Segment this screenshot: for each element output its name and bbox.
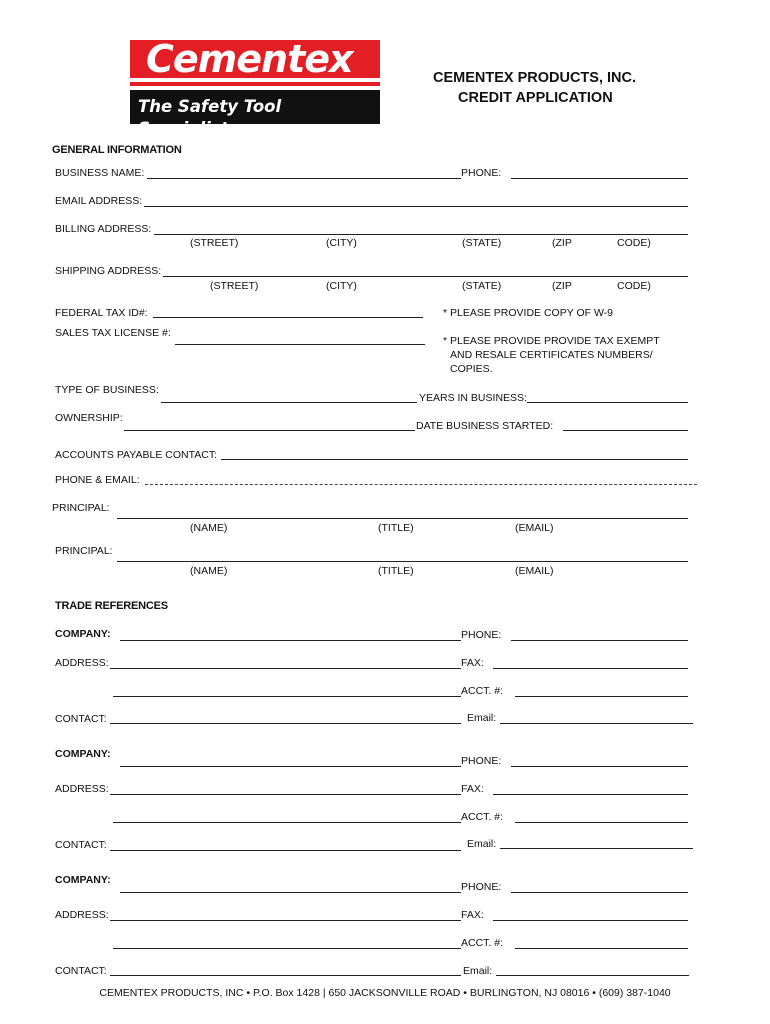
ref-1-company-label: COMPANY: <box>55 628 111 640</box>
trade-references-heading: TRADE REFERENCES <box>55 600 168 612</box>
ref-3-contact-label: CONTACT: <box>55 965 107 977</box>
ref-3-fax-label: FAX: <box>461 909 484 921</box>
tax-exempt-note-line3: COPIES. <box>450 363 493 375</box>
ref-3-acct-field[interactable] <box>515 948 688 949</box>
principal-1-name-caption: (NAME) <box>190 522 228 534</box>
phone-email-field[interactable] <box>145 484 697 485</box>
ownership-label: OWNERSHIP: <box>55 412 123 424</box>
billing-state-caption: (STATE) <box>462 237 502 249</box>
principal-2-name-caption: (NAME) <box>190 565 228 577</box>
business-name-field[interactable] <box>147 178 461 179</box>
phone-field[interactable] <box>511 178 688 179</box>
shipping-address-field[interactable] <box>163 276 688 277</box>
ref-1-company-field[interactable] <box>120 640 461 641</box>
ref-2-acct-field[interactable] <box>515 822 688 823</box>
ownership-field[interactable] <box>124 430 415 431</box>
accounts-payable-contact-label: ACCOUNTS PAYABLE CONTACT: <box>55 449 217 461</box>
ref-3-company-field[interactable] <box>120 892 461 893</box>
shipping-code-caption: CODE) <box>617 280 651 292</box>
ref-2-address-line2-field[interactable] <box>113 822 461 823</box>
phone-email-label: PHONE & EMAIL: <box>55 474 140 486</box>
ref-2-phone-field[interactable] <box>511 766 688 767</box>
ref-2-contact-field[interactable] <box>110 850 461 851</box>
type-of-business-field[interactable] <box>161 402 417 403</box>
shipping-state-caption: (STATE) <box>462 280 502 292</box>
billing-zip-caption: (ZIP <box>552 237 572 249</box>
email-label: EMAIL ADDRESS: <box>55 195 143 207</box>
date-business-started-field[interactable] <box>563 430 688 431</box>
ref-1-acct-label: ACCT. #: <box>461 685 504 697</box>
email-field[interactable] <box>144 206 688 207</box>
ref-3-address-field[interactable] <box>110 920 461 921</box>
principal-2-email-caption: (EMAIL) <box>515 565 554 577</box>
ref-3-company-label: COMPANY: <box>55 874 111 886</box>
date-business-started-label: DATE BUSINESS STARTED: <box>416 420 554 432</box>
ref-3-email-field[interactable] <box>496 975 689 976</box>
ref-3-email-label: Email: <box>463 965 493 977</box>
ref-1-phone-label: PHONE: <box>461 629 502 641</box>
principal-1-label: PRINCIPAL: <box>52 502 110 514</box>
ref-2-company-label: COMPANY: <box>55 748 111 760</box>
general-information-heading: GENERAL INFORMATION <box>52 144 182 156</box>
ref-1-address-field[interactable] <box>110 668 461 669</box>
sales-tax-field[interactable] <box>175 344 425 345</box>
federal-tax-label: FEDERAL TAX ID#: <box>55 307 148 319</box>
ref-1-contact-label: CONTACT: <box>55 713 107 725</box>
years-in-business-label: YEARS IN BUSINESS: <box>419 392 527 404</box>
ref-1-fax-label: FAX: <box>461 657 484 669</box>
ref-2-address-field[interactable] <box>110 794 461 795</box>
sales-tax-label: SALES TAX LICENSE #: <box>55 327 171 339</box>
ref-2-email-field[interactable] <box>500 848 693 849</box>
ref-1-fax-field[interactable] <box>493 668 688 669</box>
principal-1-field[interactable] <box>117 518 688 519</box>
ref-1-email-field[interactable] <box>500 723 693 724</box>
ref-3-address-label: ADDRESS: <box>55 909 109 921</box>
type-of-business-label: TYPE OF BUSINESS: <box>55 384 159 396</box>
ref-1-address-line2-field[interactable] <box>113 696 461 697</box>
ref-1-address-label: ADDRESS: <box>55 657 109 669</box>
ref-3-phone-label: PHONE: <box>461 881 502 893</box>
years-in-business-field[interactable] <box>527 402 688 403</box>
ref-2-company-field[interactable] <box>120 766 461 767</box>
title-company: CEMENTEX PRODUCTS, INC. <box>433 70 637 86</box>
ref-1-contact-field[interactable] <box>110 723 461 724</box>
shipping-city-caption: (CITY) <box>326 280 357 292</box>
business-name-label: BUSINESS NAME: <box>55 167 145 179</box>
tax-exempt-note-line1: * PLEASE PROVIDE PROVIDE TAX EXEMPT <box>443 335 660 347</box>
phone-label: PHONE: <box>461 167 502 179</box>
logo-tagline-text: The Safety Tool Specialists <box>138 97 282 138</box>
footer-address: CEMENTEX PRODUCTS, INC • P.O. Box 1428 | 650 JACKSONVILLE ROAD • BURLINGTON, NJ 08016 • (609) 387-1040 <box>99 987 671 999</box>
shipping-address-label: SHIPPING ADDRESS: <box>55 265 162 277</box>
billing-address-field[interactable] <box>154 234 688 235</box>
ref-1-acct-field[interactable] <box>515 696 688 697</box>
billing-street-caption: (STREET) <box>190 237 239 249</box>
ref-3-fax-field[interactable] <box>493 920 688 921</box>
ref-2-phone-label: PHONE: <box>461 755 502 767</box>
shipping-zip-caption: (ZIP <box>552 280 572 292</box>
logo-brand-text: Cementex <box>146 37 353 81</box>
billing-code-caption: CODE) <box>617 237 651 249</box>
ref-2-fax-label: FAX: <box>461 783 484 795</box>
title-credit-application: CREDIT APPLICATION <box>458 90 613 106</box>
federal-tax-field[interactable] <box>153 317 423 318</box>
ref-2-email-label: Email: <box>467 838 497 850</box>
ref-2-address-label: ADDRESS: <box>55 783 109 795</box>
principal-2-field[interactable] <box>117 561 688 562</box>
accounts-payable-contact-field[interactable] <box>221 459 688 460</box>
tax-exempt-note-line2: AND RESALE CERTIFICATES NUMBERS/ <box>450 349 653 361</box>
company-logo <box>124 37 384 138</box>
shipping-street-caption: (STREET) <box>210 280 259 292</box>
ref-2-contact-label: CONTACT: <box>55 839 107 851</box>
ref-2-fax-field[interactable] <box>493 794 688 795</box>
ref-2-acct-label: ACCT. #: <box>461 811 504 823</box>
principal-2-label: PRINCIPAL: <box>55 545 113 557</box>
w9-note: * PLEASE PROVIDE COPY OF W-9 <box>443 307 613 319</box>
ref-1-phone-field[interactable] <box>511 640 688 641</box>
ref-3-phone-field[interactable] <box>511 892 688 893</box>
principal-1-email-caption: (EMAIL) <box>515 522 554 534</box>
principal-2-title-caption: (TITLE) <box>378 565 414 577</box>
ref-3-acct-label: ACCT. #: <box>461 937 504 949</box>
ref-1-email-label: Email: <box>467 712 497 724</box>
principal-1-title-caption: (TITLE) <box>378 522 414 534</box>
billing-city-caption: (CITY) <box>326 237 357 249</box>
billing-address-label: BILLING ADDRESS: <box>55 223 152 235</box>
ref-3-address-line2-field[interactable] <box>113 948 461 949</box>
ref-3-contact-field[interactable] <box>110 975 461 976</box>
